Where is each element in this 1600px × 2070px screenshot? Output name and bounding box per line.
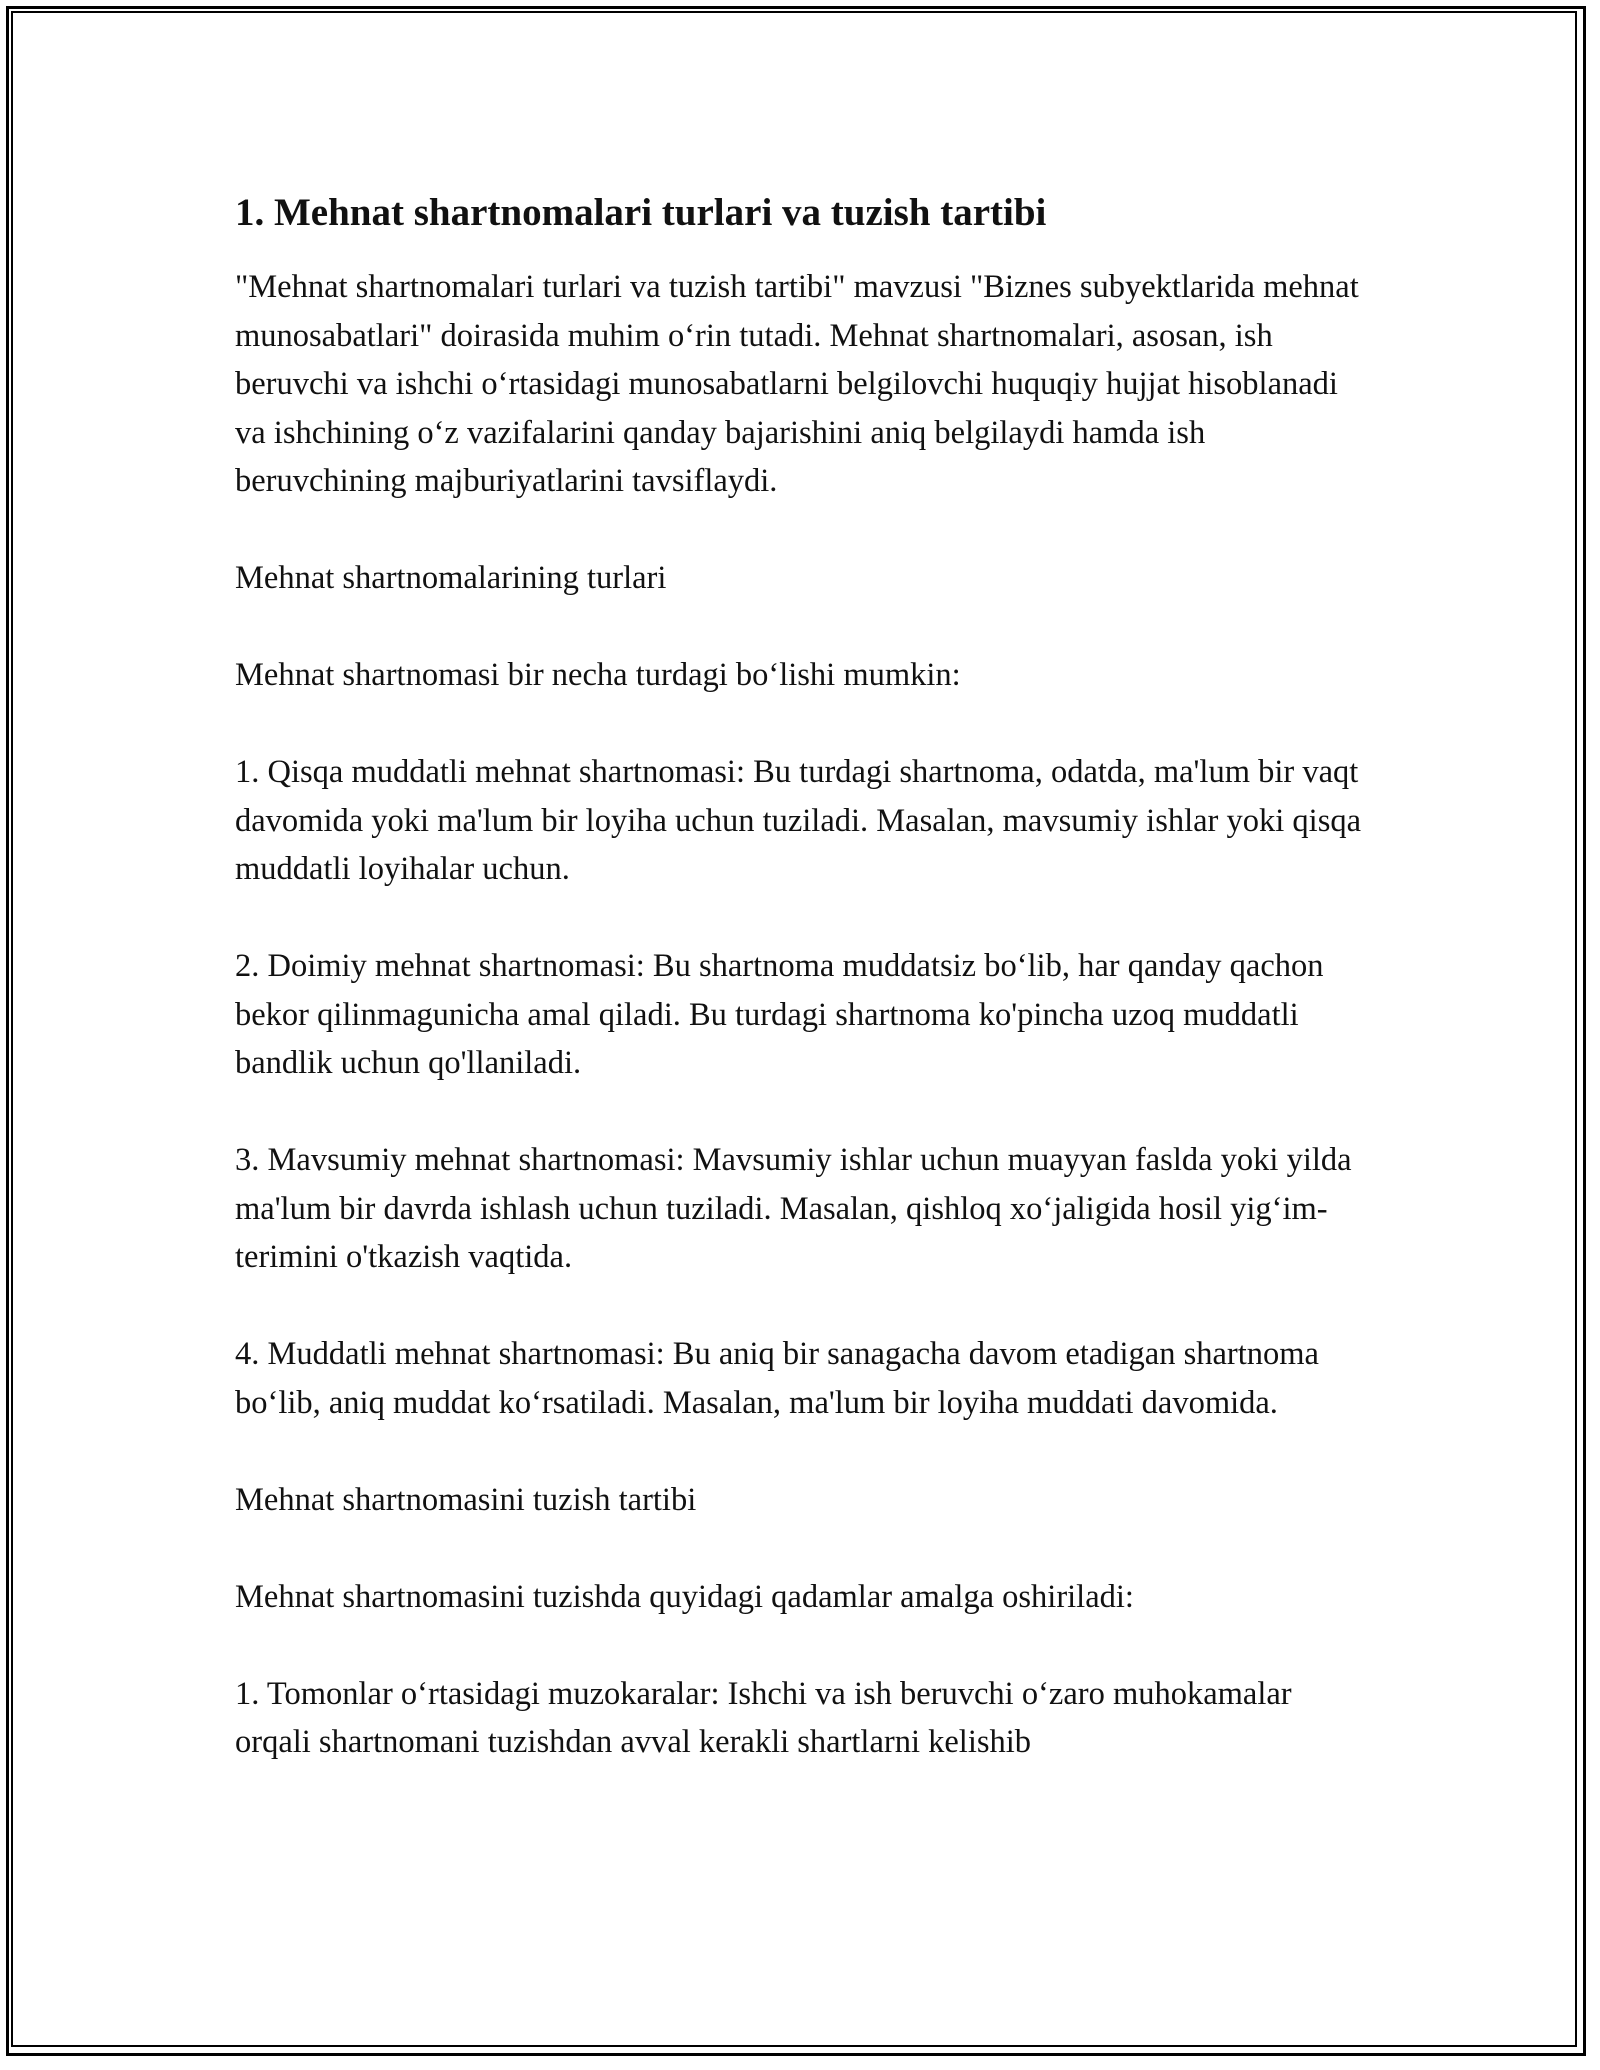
types-intro-paragraph: Mehnat shartnomasi bir necha turdagi boʻlishi mumkin: (235, 657, 961, 693)
list-item-short-term: 1. Qisqa muddatli mehnat shartnomasi: Bu turdagi shartnoma, odatda, ma'lum bir vaqt davomida yoki ma'lum bir loyiha uchun tuziladi. Masalan, mavsumiy ishlar yoki qisqa muddatli loyihalar uchun. (235, 754, 1362, 887)
section-heading-types: Mehnat shartnomalarining turlari (235, 560, 667, 596)
list-item-negotiations: 1. Tomonlar oʻrtasidagi muzokaralar: Ishchi va ish beruvchi oʻzaro muhokamalar orqali shartnomani tuzishdan avval kerakli shartlarni kelishib (235, 1675, 1292, 1760)
intro-paragraph: "Mehnat shartnomalari turlari va tuzish tartibi" mavzusi "Biznes subyektlarida mehnat munosabatlari" doirasida muhim oʻrin tutadi. Mehnat shartnomalari, asosan, ish beruvchi va ishchi oʻrtasidagi munosabatlarni belgilovchi huquqiy hujjat hisoblanadi va ishchining oʻz vazifalarini qanday bajarishini aniq belgilaydi hamda ish beruvchining majburiyatlarini tavsiflaydi. (235, 269, 1359, 499)
document-title: 1. Mehnat shartnomalari turlari va tuzish tartibi (235, 191, 1047, 234)
procedure-intro-paragraph: Mehnat shartnomasini tuzishda quyidagi qadamlar amalga oshiriladi: (235, 1578, 1134, 1615)
list-item-permanent: 2. Doimiy mehnat shartnomasi: Bu shartnoma muddatsiz boʻlib, har qanday qachon bekor qilinmagunicha amal qiladi. Bu turdagi shartnoma ko'pincha uzoq muddatli bandlik uchun qo'llaniladi. (235, 948, 1324, 1081)
list-item-seasonal: 3. Mavsumiy mehnat shartnomasi: Mavsumiy ishlar uchun muayyan faslda yoki yilda ma'lum bir davrda ishlash uchun tuziladi. Masalan, qishloq xoʻjaligida hosil yigʻim-terimini o'tkazish vaqtida. (235, 1142, 1352, 1275)
section-heading-procedure: Mehnat shartnomasini tuzish tartibi (235, 1481, 697, 1518)
list-item-fixed-term: 4. Muddatli mehnat shartnomasi: Bu aniq bir sanagacha davom etadigan shartnoma boʻlib, aniq muddat koʻrsatiladi. Masalan, ma'lum bir loyiha muddati davomida. (235, 1336, 1319, 1421)
document-body (235, 185, 1375, 1767)
